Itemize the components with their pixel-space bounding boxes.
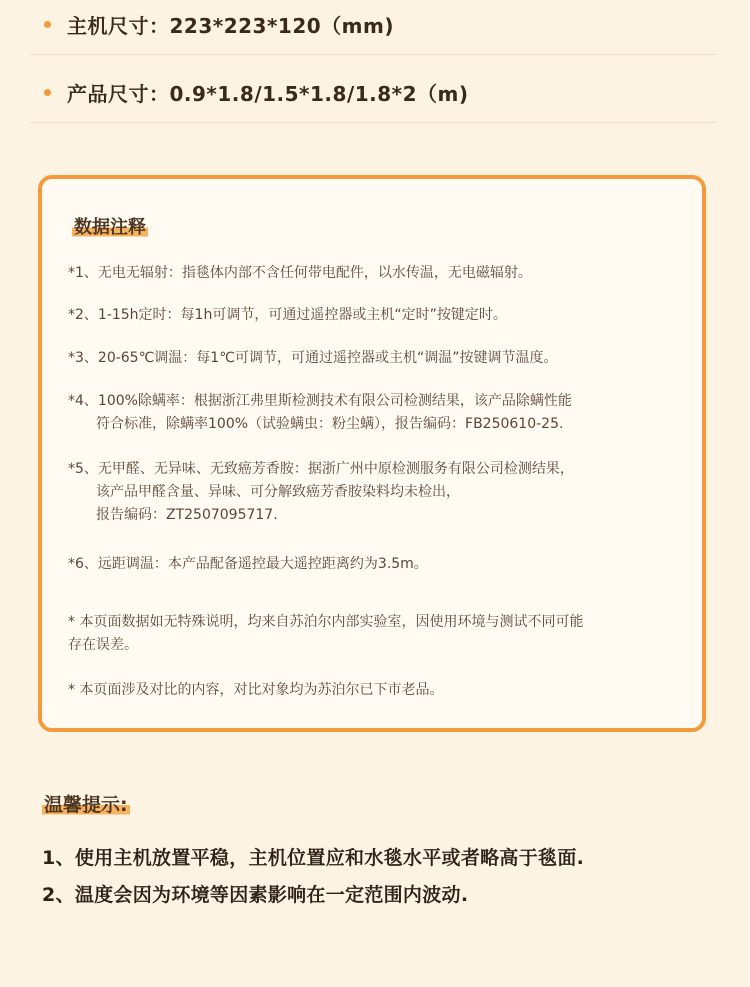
note-line-cont: 存在误差。 <box>68 637 138 653</box>
note-line-cont: 该产品甲醛含量、异味、可分解致癌芳香胺染料均未检出， <box>96 484 460 500</box>
tip-item: 2、温度会因为环境等因素影响在一定范围内波动. <box>42 884 469 906</box>
tip-item: 1、使用主机放置平稳，主机位置应和水毯水平或者略高于毯面. <box>42 847 585 869</box>
data-notes-card <box>38 175 706 732</box>
spec-text: 主机尺寸：223*223*120（mm) <box>67 13 394 38</box>
note-item <box>68 553 688 576</box>
comparison-note <box>68 679 688 702</box>
spec-row-host-size <box>30 0 716 55</box>
tips-title-wrap <box>42 790 130 817</box>
note-line: *2、1-15h定时：每1h可调节，可通过遥控器或主机“定时”按键定时。 <box>68 307 507 323</box>
note-line: *6、远距调温：本产品配备遥控最大遥控距离约为3.5m。 <box>68 556 428 572</box>
bullet-dot <box>44 89 51 96</box>
note-item <box>68 304 688 327</box>
note-line: *3、20-65℃调温：每1℃可调节，可通过遥控器或主机“调温”按键调节温度。 <box>68 350 558 366</box>
note-line: *4、100%除螨率：根据浙江弗里斯检测技术有限公司检测结果，该产品除螨性能 <box>68 393 572 409</box>
note-line-cont: 符合标准，除螨率100%（试验螨虫：粉尘螨），报告编码：FB250610-25. <box>96 416 564 432</box>
note-item <box>68 458 688 527</box>
note-item <box>68 347 688 370</box>
note-item <box>68 262 688 285</box>
disclaimer-note <box>68 611 688 657</box>
spec-row-product-size <box>30 62 716 123</box>
note-line: *5、无甲醛、无异味、无致癌芳香胺：据浙广州中原检测服务有限公司检测结果， <box>68 461 574 477</box>
note-line-cont: 报告编码：ZT2507095717. <box>96 507 278 523</box>
note-line: * 本页面数据如无特殊说明，均来自苏泊尔内部实验室，因使用环境与测试不同可能 <box>68 614 584 630</box>
spec-text: 产品尺寸：0.9*1.8/1.5*1.8/1.8*2（m) <box>67 81 469 106</box>
tips-title: 温馨提示: <box>44 794 128 816</box>
notes-title-wrap <box>72 213 148 239</box>
note-item <box>68 390 688 436</box>
note-line: * 本页面涉及对比的内容，对比对象均为苏泊尔已下市老品。 <box>68 682 444 698</box>
note-line: *1、无电无辐射：指毯体内部不含任何带电配件，以水传温，无电磁辐射。 <box>68 265 532 281</box>
notes-title: 数据注释 <box>74 217 146 238</box>
bullet-dot <box>44 21 51 28</box>
